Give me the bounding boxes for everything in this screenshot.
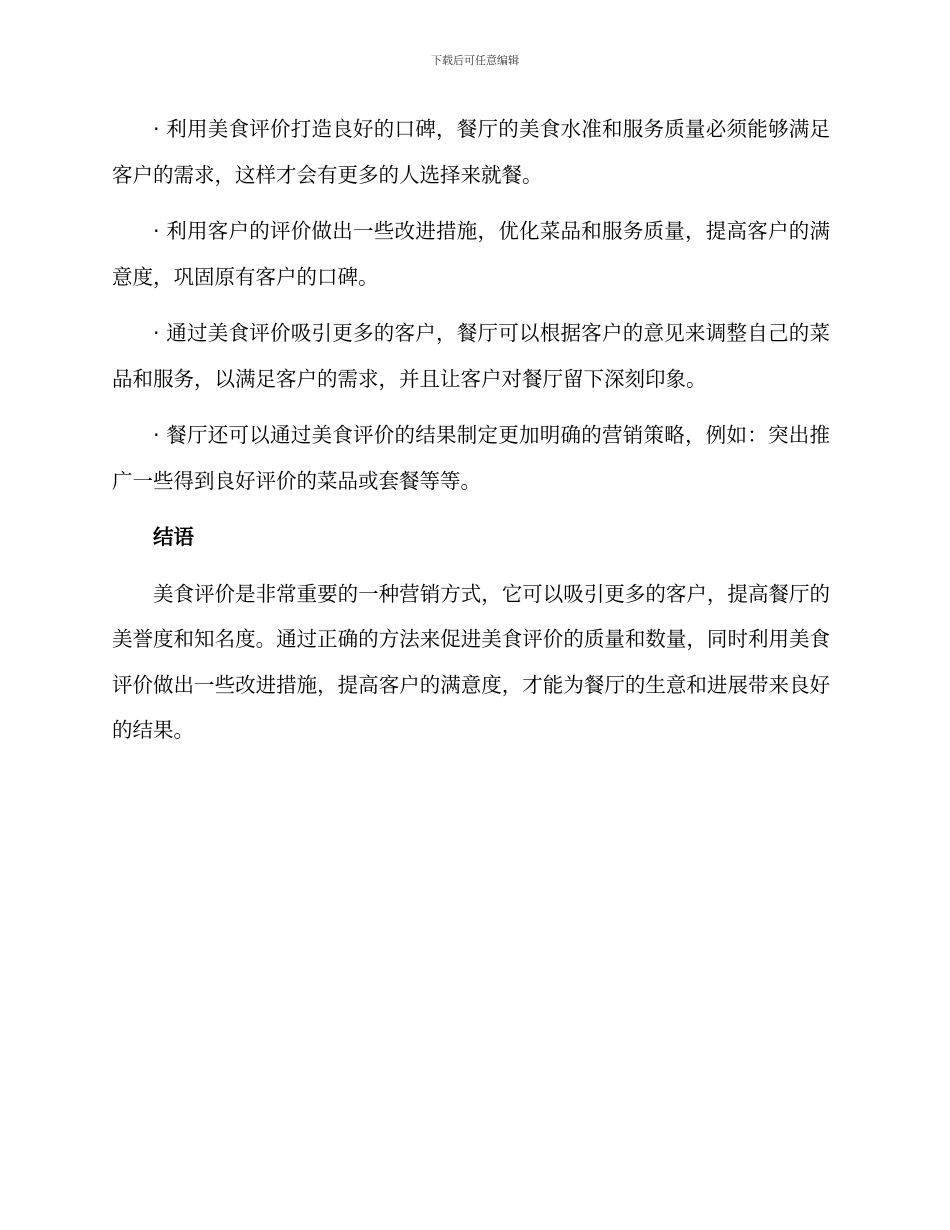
conclusion-heading: 结语 — [153, 525, 194, 549]
conclusion-paragraph: 美食评价是非常重要的一种营销方式，它可以吸引更多的客户，提高餐厅的美誉度和知名度。通过正确的方法来促进美食评价的质量和数量，同时利用美食评价做出一些改进措施，提高客户的满意度，才能为餐厅的生意和进展带来良好的结果。 — [112, 581, 830, 742]
bullet-paragraph-3: · 通过美食评价吸引更多的客户，餐厅可以根据客户的意见来调整自己的菜品和服务，以满足客户的需求，并且让客户对餐厅留下深刻印象。 — [112, 321, 830, 391]
document-body — [112, 107, 830, 765]
bullet-paragraph-4: · 餐厅还可以通过美食评价的结果制定更加明确的营销策略，例如：突出推广一些得到良好评价的菜品或套餐等等。 — [112, 423, 830, 493]
bullet-paragraph-2: · 利用客户的评价做出一些改进措施，优化菜品和服务质量，提高客户的满意度，巩固原有客户的口碑。 — [112, 219, 830, 289]
bullet-paragraph-1: · 利用美食评价打造良好的口碑，餐厅的美食水准和服务质量必须能够满足客户的需求，这样才会有更多的人选择来就餐。 — [112, 117, 830, 187]
page-header: 下载后可任意编辑 — [431, 54, 519, 67]
